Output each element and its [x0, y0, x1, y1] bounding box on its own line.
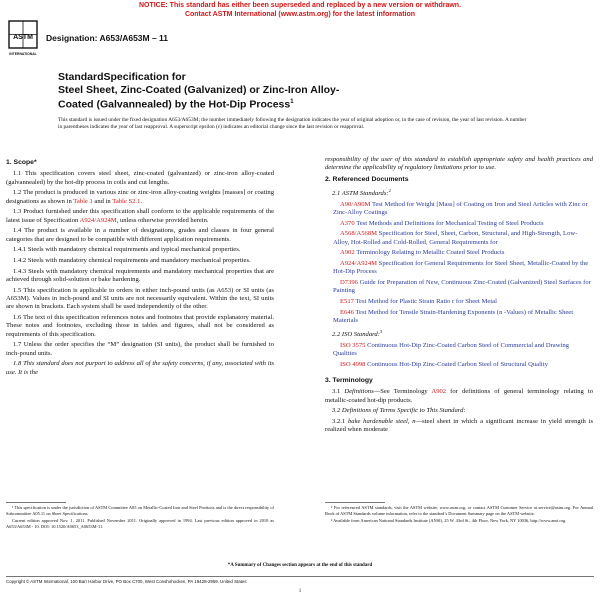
table-1-link[interactable]: Table 1 [73, 197, 93, 205]
reference-code-link[interactable]: A924/A924M [340, 260, 377, 268]
reference-code-link[interactable]: ISO 4998 [340, 360, 366, 368]
astm-standards-text: 2.1 ASTM Standards: [332, 189, 389, 197]
reference-code-link[interactable]: A568/A568M [340, 230, 377, 238]
para-1-2 [6, 189, 274, 206]
para-1-6: 1.6 The text of this specification references notes and footnotes that provide explanatory material. These notes and footnotes, excluding those in tables and figures, shall not be considered as requirements of this specification. [6, 314, 274, 338]
designation: Designation: A653/A653M – 11 [46, 33, 169, 43]
reference-item [325, 230, 593, 247]
document-title [58, 71, 478, 111]
referenced-documents-heading: 2. Referenced Documents [325, 175, 409, 183]
para-1-2-end: . [140, 197, 143, 205]
para-3-2: 3.2 Definitions of Terms Specific to This Standard: [332, 407, 466, 415]
reference-code-link[interactable]: A370 [340, 219, 355, 227]
footnote-1: ¹ This specification is under the jurisdiction of ASTM Committee A05 on Metallic-Coated Iron and Steel Products and is the direct responsibility of Subcommittee A05.11 on Sheet Specifications. [6, 505, 274, 516]
reference-title-link[interactable]: Continuous Hot-Dip Zinc-Coated Carbon Steel of Commercial and Drawing Qualities [333, 341, 569, 358]
notice-line-2: Contact ASTM International (www.astm.org) for the latest information [184, 11, 416, 18]
reference-item [325, 260, 593, 277]
table-s2-1-link[interactable]: Table S2.1 [112, 197, 141, 205]
scope-heading: 1. Scope* [6, 159, 37, 166]
left-column [6, 156, 274, 379]
footnote-2: ² For referenced ASTM standards, visit the ASTM website, www.astm.org, or contact ASTM Customer Service at service@astm.org. For Annual Book of ASTM Standards volume information, refer to the standard’s Document Summary page on the ASTM website. [325, 505, 593, 516]
para-1-2-text: 1.2 The product is produced in various zinc or zinc-iron alloy-coating weights [masses] or coating designations as shown in [6, 189, 274, 205]
iso-reference-list [325, 342, 593, 369]
para-1-4-2: 1.4.2 Steels with mandatory chemical requirements and mandatory mechanical properties. [13, 257, 251, 264]
para-1-4: 1.4 The product is available in a number of designations, grades and classes in four general categories that are designed to be compatible with different application requirements. [6, 227, 274, 243]
reference-code-link[interactable]: E646 [340, 308, 354, 316]
astm-reference-list [325, 201, 593, 326]
reference-title-link[interactable]: Specification for Steel, Sheet, Carbon, Structural, and High-Strength, Low-Alloy, Hot-Rolled and Cold-Rolled, General Requirements for [333, 230, 578, 246]
para-3-2-1-num: 3.2.1 [332, 418, 348, 426]
para-3-1-num: 3.1 [332, 388, 345, 396]
footnote-rule-right [325, 502, 385, 503]
para-1-2-and: and in [92, 197, 113, 205]
para-1-7: 1.7 Unless the order specifies the “M” designation (SI units), the product shall be furnished to inch-pound units. [6, 341, 274, 357]
footnotes-left [6, 505, 274, 531]
footnote-rule-left [6, 502, 66, 503]
para-3-1-text: —See Terminology [373, 388, 432, 396]
reference-item [325, 279, 593, 296]
reference-code-link[interactable]: A902 [340, 249, 355, 257]
reference-code-link[interactable]: ISO 3575 [340, 341, 366, 349]
para-3-2-1-text: —steel sheet in which a significant increase in yield strength is realized when moderate [325, 418, 594, 434]
right-column [325, 156, 593, 437]
iso-standard-label [325, 328, 593, 339]
reference-title-link[interactable]: Specification for General Requirements for Steel Sheet, Metallic-Coated by the Hot-Dip Process [333, 260, 589, 276]
reference-item [325, 361, 593, 369]
para-1-1: 1.1 This specification covers steel sheet, zinc-coated (galvanized) or zinc-iron alloy-coated (galvannealed) by the hot-dip process in coils and cut lengths. [6, 170, 274, 186]
astm-standards-label [325, 187, 593, 198]
astm-logo [6, 20, 40, 58]
reference-item [325, 201, 593, 218]
para-3-2-1-term: bake hardenable steel, n [347, 418, 416, 426]
reference-item [325, 309, 593, 326]
para-3-1 [325, 388, 593, 405]
astm-footnote-marker: 2 [388, 187, 391, 193]
reference-title-link[interactable]: Test Method for Weight [Mass] of Coating on Iron and Steel Articles with Zinc or Zinc-Alloy Coatings [333, 200, 588, 216]
title-line-3 [58, 96, 478, 111]
para-1-4-3: 1.4.3 Steels with mandatory chemical requirements and mandatory mechanical properties that are achieved through solid-solution or bake hardening. [6, 267, 274, 283]
logo-text-bottom: INTERNATIONAL [9, 52, 37, 56]
copyright-rule [6, 576, 594, 577]
title-line-1: StandardSpecification for [58, 71, 186, 83]
reference-title-link[interactable]: Guide for Preparation of New, Continuous Zinc-Coated (Galvanized) Steel Surfaces for Painting [333, 279, 591, 295]
reference-title-link[interactable]: Continuous Hot-Dip Zinc-Coated Carbon Steel of Structural Quality [367, 360, 548, 368]
reference-title-link[interactable]: Test Method for Plastic Strain Ratio r for Sheet Metal [355, 298, 497, 306]
footnote-3: ³ Available from American National Standards Institute (ANSI), 25 W. 43rd St., 4th Floor, New York, NY 10036, http://www.ansi.org. [331, 518, 567, 524]
footnote-edition: Current edition approved Nov. 1, 2011. Published November 2011. Originally approved in 1994. Last previous edition approved in 2010 as A653/A653M - 10. DOI: 10.1520/A0653_A0653M-11. [6, 518, 274, 529]
para-3-1-term: Definitions [344, 388, 374, 396]
a902-link[interactable]: A902 [431, 388, 447, 396]
reference-item [325, 342, 593, 359]
para-3-1-end: for definitions of general terminology relating to metallic-coated hot-dip products. [325, 388, 594, 404]
copyright-line: Copyright © ASTM International, 100 Barr Harbor Drive, PO Box C700, West Conshohocken, PA 19428-2959. United States [6, 579, 247, 584]
iso-footnote-marker: 3 [379, 328, 383, 334]
iso-standard-text: 2.2 ISO Standard: [332, 331, 380, 339]
para-1-8: 1.8 This standard does not purport to address all of the safety concerns, if any, associated with its use. It is the [6, 360, 274, 376]
para-1-8-continued: responsibility of the user of this standard to establish appropriate safety and health practices and determine the applicability of regulatory limitations prior to use. [325, 156, 593, 172]
summary-of-changes-note: *A Summary of Changes section appears at the end of this standard [227, 563, 373, 568]
astm-logo-icon [6, 20, 40, 58]
notice-line-1: NOTICE: This standard has either been superseded and replaced by a new version or withdrawn. [138, 2, 462, 9]
reference-item [325, 220, 593, 228]
reference-item [325, 249, 593, 257]
a924-link[interactable]: A924/A924M [79, 216, 117, 224]
reference-code-link[interactable]: A90/A90M [340, 200, 371, 208]
footnotes-right [325, 505, 593, 526]
reference-title-link[interactable]: Terminology Relating to Metallic Coated Steel Products [356, 249, 505, 257]
page-number: 1 [298, 589, 302, 594]
reference-item [325, 298, 593, 306]
para-1-5: 1.5 This specification is applicable to orders in either inch-pound units (as A653) or SI units (as A653M). Values in inch-pound and SI units are not necessarily equivalent. Within the text, SI units are shown in brackets. Each system shall be used independently of the other. [6, 286, 274, 311]
issuance-note: This standard is issued under the fixed designation A653/A653M; the number immediately following the designation indicates the year of original adoption or, in the case of revision, the year of last revision. A number in parentheses indicates the year of last reapproval. A superscript epsilon (ε) indicates an editorial change since the last revision or reapproval. [58, 117, 527, 130]
title-line-2: Steel Sheet, Zinc-Coated (Galvanized) or Zinc-Iron Alloy- [58, 83, 340, 96]
para-1-3-end: , unless otherwise provided herein. [116, 216, 209, 224]
title-line-3-text: Coated (Galvannealed) by the Hot-Dip Process [58, 98, 291, 111]
logo-text-top: ASTM [13, 34, 33, 41]
para-1-4-1: 1.4.1 Steels with mandatory chemical requirements and typical mechanical properties. [13, 246, 241, 254]
reference-code-link[interactable]: E517 [340, 298, 354, 306]
para-1-3 [6, 208, 274, 225]
para-1-3-text: 1.3 Product furnished under this specification shall conform to the applicable requirements of the latest issue of Specification [6, 208, 274, 224]
reference-title-link[interactable]: Test Methods and Definitions for Mechanical Testing of Steel Products [356, 219, 544, 227]
terminology-heading: 3. Terminology [325, 377, 373, 385]
withdrawn-notice [0, 1, 600, 19]
reference-title-link[interactable]: Test Method for Tensile Strain-Hardening Exponents (n -Values) of Metallic Sheet Materials [333, 308, 574, 325]
para-3-2-1 [325, 418, 593, 435]
reference-code-link[interactable]: D7396 [340, 279, 358, 287]
title-footnote-marker: 1 [290, 99, 294, 105]
